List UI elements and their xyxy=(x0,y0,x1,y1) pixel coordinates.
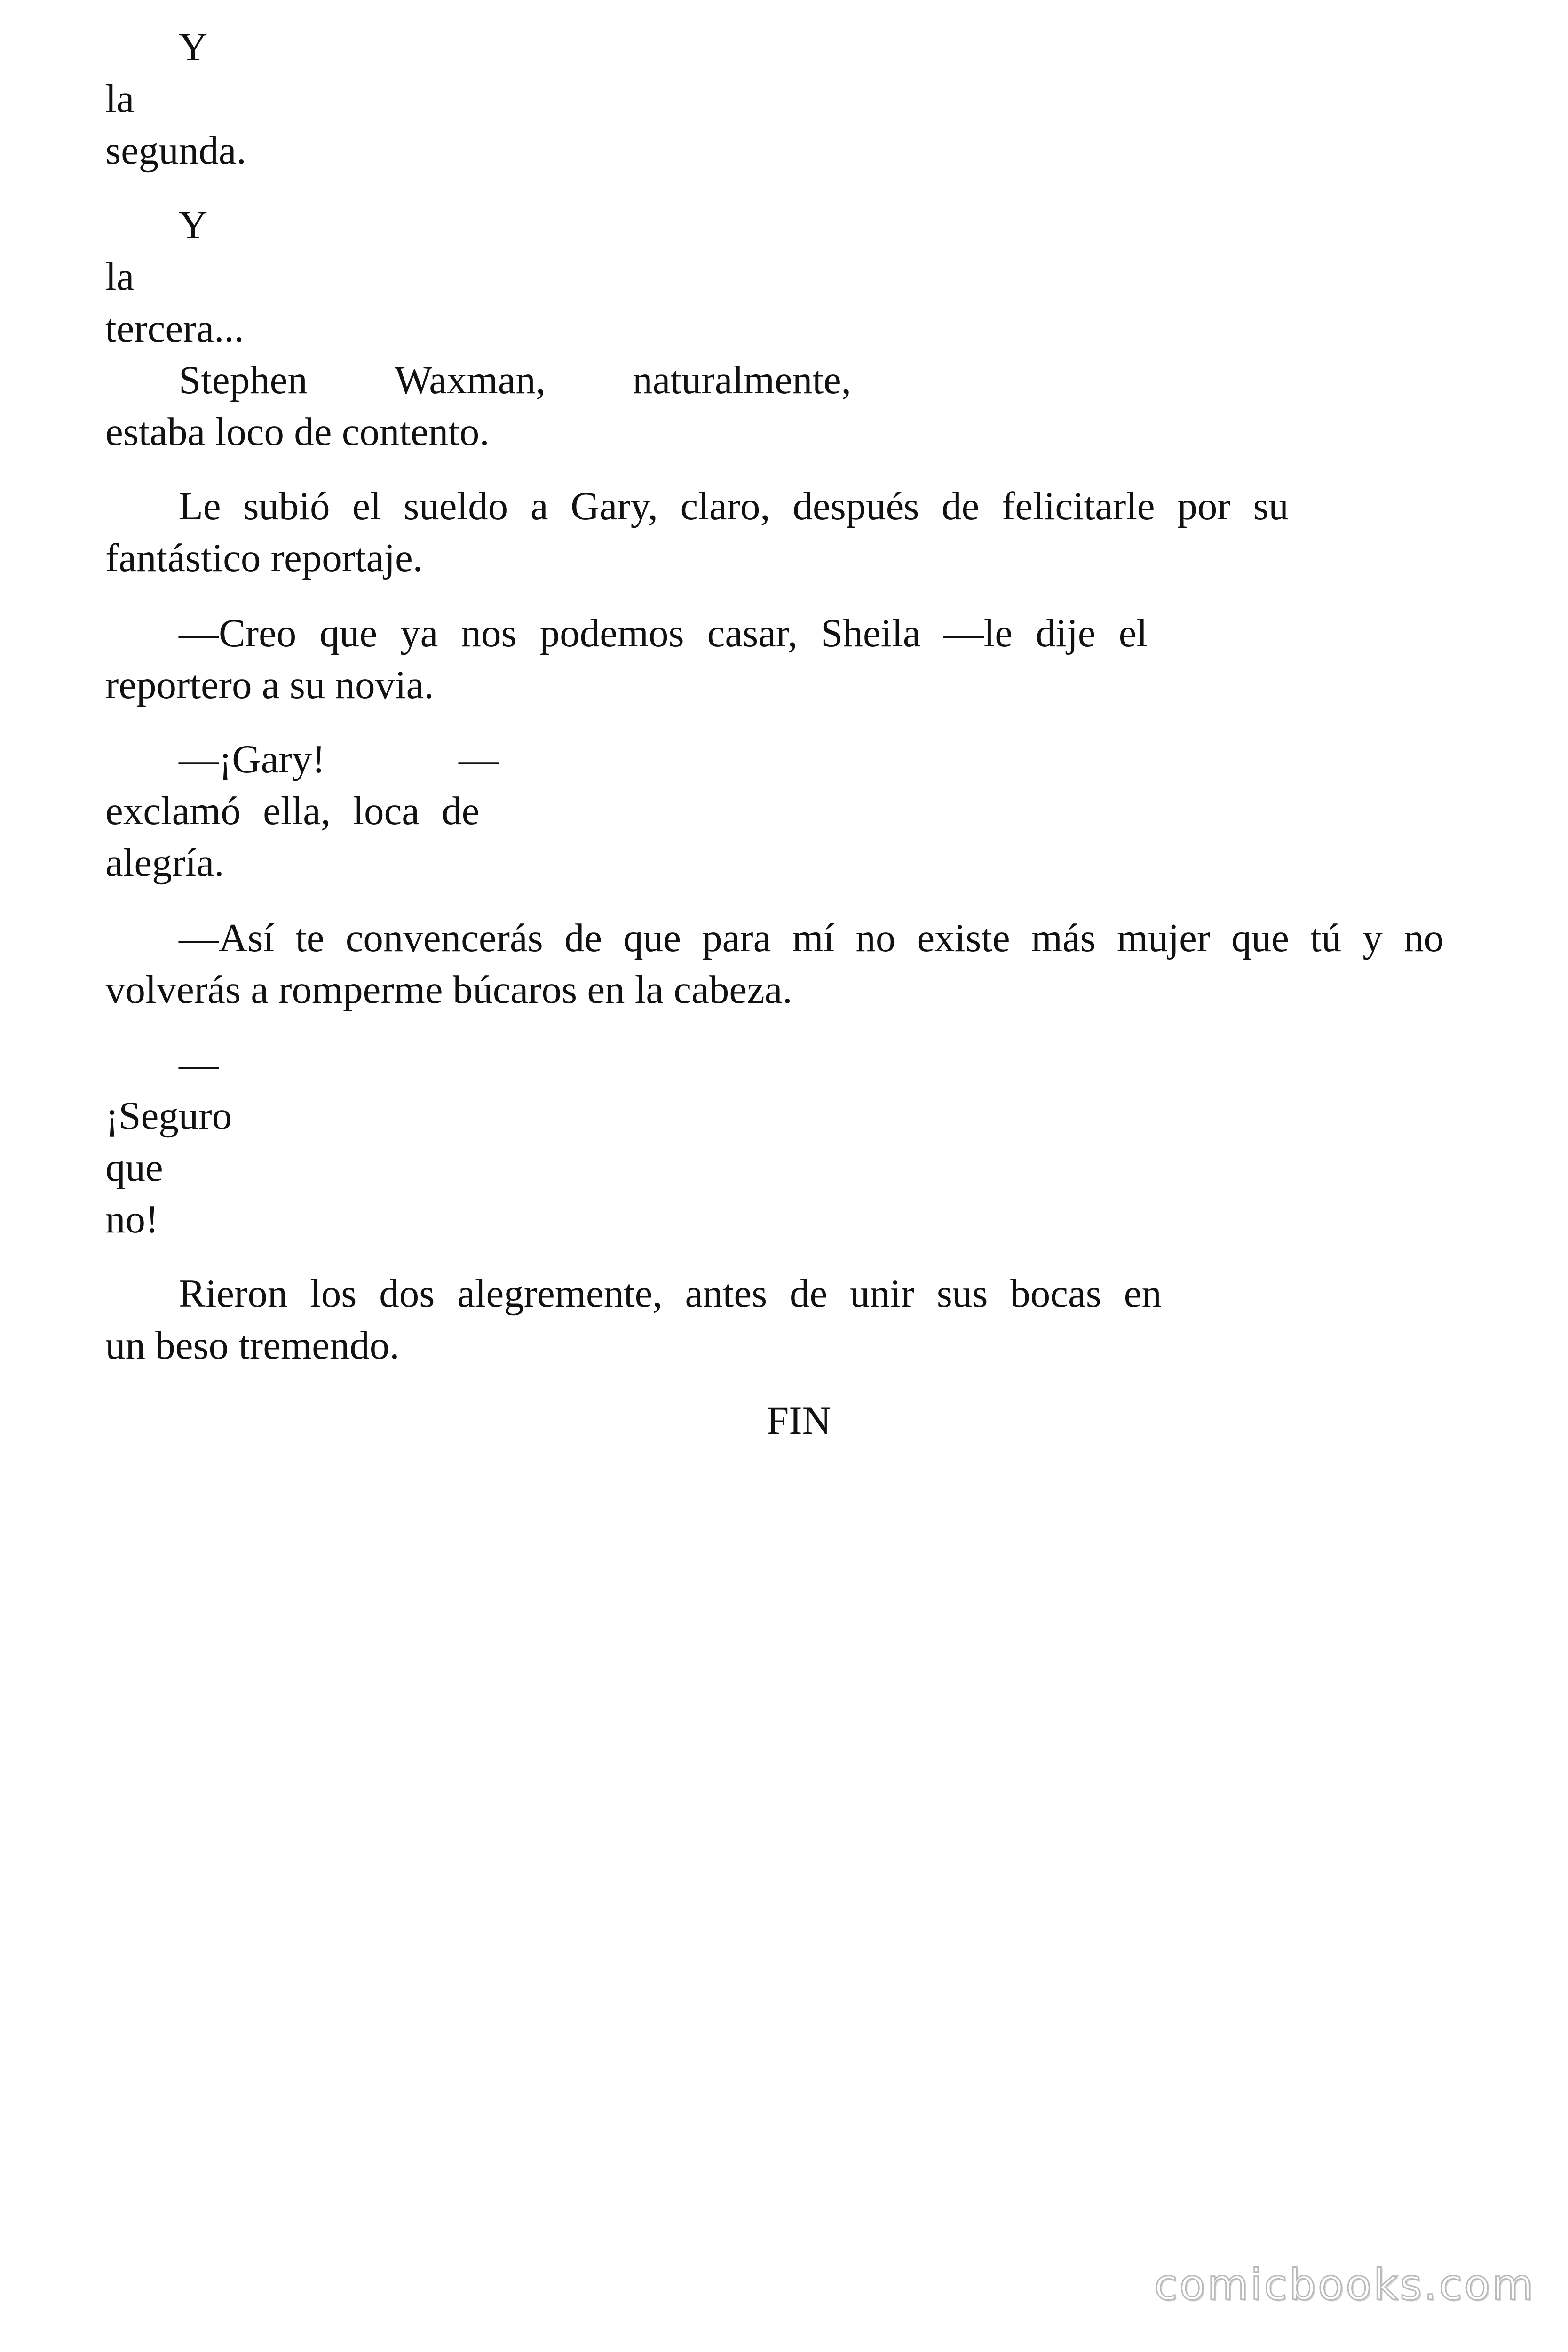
justified-line xyxy=(179,613,1148,653)
word: —le xyxy=(943,611,1013,655)
text-line: no! xyxy=(105,1197,159,1241)
text-line: que xyxy=(105,1145,163,1190)
text-line: estaba loco de contento. xyxy=(105,410,490,454)
word: después xyxy=(792,484,919,528)
word: nos xyxy=(461,611,517,655)
word: dos xyxy=(379,1271,435,1316)
watermark-logo: comicbooks.com xyxy=(1154,2260,1535,2310)
word: Gary, xyxy=(570,484,658,528)
text-line: la xyxy=(105,77,135,121)
word: antes xyxy=(685,1271,768,1316)
word: ya xyxy=(400,611,438,655)
word: alegremente, xyxy=(457,1271,663,1316)
word: unir xyxy=(850,1271,914,1316)
word: sus xyxy=(936,1271,988,1316)
word: — xyxy=(459,737,499,781)
word: Waxman, xyxy=(394,358,546,402)
word: por xyxy=(1177,484,1231,528)
word: Stephen xyxy=(179,358,308,402)
text-line: exclamó ella, loca de xyxy=(105,789,480,833)
text-line: Y xyxy=(179,25,208,69)
end-marker: FIN xyxy=(767,1398,831,1443)
text-line: volverás a romperme búcaros en la cabeza. xyxy=(105,968,792,1012)
word: el xyxy=(352,484,381,528)
word: no xyxy=(855,916,896,960)
word: sueldo xyxy=(404,484,508,528)
word: que xyxy=(623,916,681,960)
word: Sheila xyxy=(821,611,921,655)
word: su xyxy=(1253,484,1289,528)
justified-line xyxy=(179,739,499,779)
word: que xyxy=(319,611,378,655)
word: no xyxy=(1404,916,1444,960)
word: tú xyxy=(1310,916,1342,960)
word: podemos xyxy=(539,611,684,655)
word: de xyxy=(942,484,980,528)
justified-line xyxy=(179,360,851,400)
text-line: un beso tremendo. xyxy=(105,1323,400,1367)
text-line: fantástico reportaje. xyxy=(105,536,423,580)
text-line: segunda. xyxy=(105,128,246,173)
word: Rieron xyxy=(179,1271,288,1316)
word: en xyxy=(1124,1271,1162,1316)
word: mí xyxy=(792,916,835,960)
word: más xyxy=(1031,916,1096,960)
word: bocas xyxy=(1010,1271,1101,1316)
text-line: tercera... xyxy=(105,306,244,350)
word: Le xyxy=(179,484,221,528)
text-line: Y xyxy=(179,203,208,247)
text-line: ¡Seguro xyxy=(105,1094,232,1138)
justified-line xyxy=(179,486,1289,526)
word: a xyxy=(530,484,548,528)
word: los xyxy=(310,1271,357,1316)
word: felicitarle xyxy=(1002,484,1155,528)
text-line: reportero a su novia. xyxy=(105,663,434,707)
word: casar, xyxy=(707,611,798,655)
word: existe xyxy=(917,916,1010,960)
text-line: la xyxy=(105,254,135,299)
word: claro, xyxy=(680,484,770,528)
word: y xyxy=(1362,916,1383,960)
word: subió xyxy=(243,484,330,528)
word: convencerás xyxy=(345,916,543,960)
justified-line xyxy=(179,918,1444,958)
text-line: alegría. xyxy=(105,841,224,885)
word: para xyxy=(702,916,771,960)
word: —Creo xyxy=(179,611,297,655)
word: —Así xyxy=(179,916,275,960)
word: dije xyxy=(1036,611,1096,655)
word: que xyxy=(1231,916,1289,960)
word: mujer xyxy=(1117,916,1211,960)
justified-line xyxy=(179,1271,1162,1316)
word: naturalmente, xyxy=(633,358,851,402)
text-line: — xyxy=(179,1042,219,1086)
word: de xyxy=(789,1271,828,1316)
word: te xyxy=(295,916,325,960)
word: —¡Gary! xyxy=(179,737,325,781)
word: el xyxy=(1118,611,1148,655)
word: de xyxy=(564,916,602,960)
